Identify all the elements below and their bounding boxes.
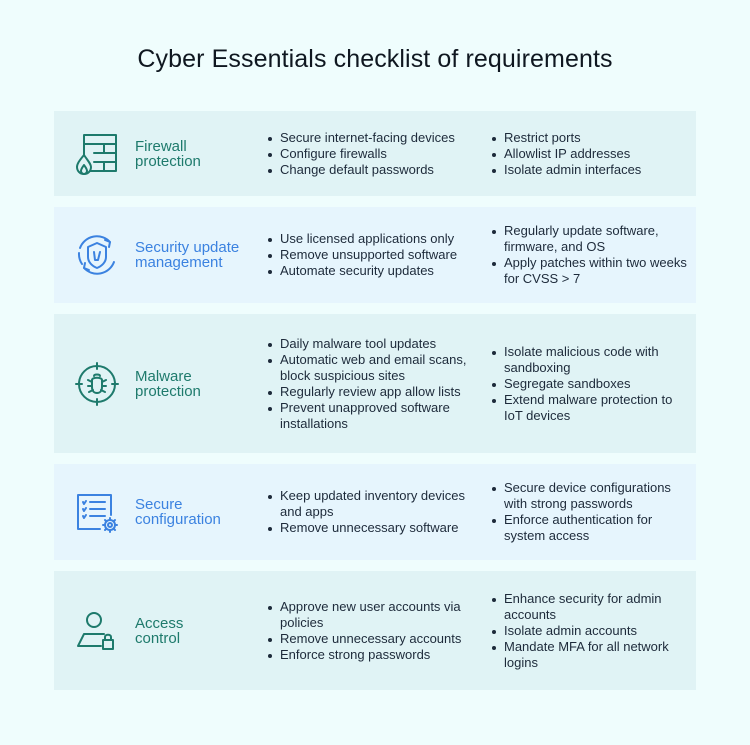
category-title-line: Secure xyxy=(135,496,183,513)
list-item: Secure device configurations with strong passwords xyxy=(491,480,691,512)
category-title-line: management xyxy=(135,254,223,271)
list-item: Regularly review app allow lists xyxy=(267,384,477,400)
category-title xyxy=(135,497,260,527)
requirements-list-primary xyxy=(267,336,477,432)
list-item: Secure internet-facing devices xyxy=(267,130,477,146)
list-item: Automate security updates xyxy=(267,263,477,279)
list-item: Remove unsupported software xyxy=(267,247,477,263)
list-item: Restrict ports xyxy=(491,130,691,146)
category-title-line: protection xyxy=(135,382,201,400)
list-item: Apply patches within two weeks for CVSS > 7 xyxy=(491,255,691,287)
requirements-list-primary xyxy=(267,488,477,536)
checklist-gear-icon xyxy=(74,489,120,535)
card-secure-configuration xyxy=(54,464,696,560)
category-title-line: Firewall xyxy=(135,137,187,155)
list-item: Daily malware tool updates xyxy=(267,336,477,352)
page-title: Cyber Essentials checklist of requirements xyxy=(137,45,613,73)
user-lock-icon xyxy=(74,608,120,654)
list-item: Isolate admin interfaces xyxy=(491,162,691,178)
list-item: Approve new user accounts via policies xyxy=(267,599,477,631)
list-item: Regularly update software, firmware, and OS xyxy=(491,223,691,255)
card-security-update-management xyxy=(54,207,696,303)
requirements-list-primary xyxy=(267,231,477,279)
list-item: Allowlist IP addresses xyxy=(491,146,691,162)
list-item: Enforce strong passwords xyxy=(267,647,477,663)
requirements-list-primary xyxy=(267,599,477,663)
list-item: Enhance security for admin accounts xyxy=(491,591,691,623)
requirements-list-secondary xyxy=(491,223,691,287)
requirements-list-secondary xyxy=(491,480,691,544)
category-title-line: Malware xyxy=(135,367,192,385)
list-item: Extend malware protection to IoT devices xyxy=(491,392,691,424)
category-title xyxy=(135,139,260,169)
category-title xyxy=(135,240,260,270)
list-item: Prevent unapproved software installations xyxy=(267,400,477,432)
list-item: Remove unnecessary accounts xyxy=(267,631,477,647)
category-title-line: configuration xyxy=(135,511,221,528)
requirements-list-secondary xyxy=(491,344,691,424)
category-title-line: protection xyxy=(135,152,201,170)
list-item: Isolate malicious code with sandboxing xyxy=(491,344,691,376)
firewall-icon xyxy=(74,131,120,177)
card-access-control xyxy=(54,571,696,690)
list-item: Configure firewalls xyxy=(267,146,477,162)
category-title-line: control xyxy=(135,629,181,647)
category-title-line: Access xyxy=(135,614,184,632)
requirements-list-secondary xyxy=(491,130,691,178)
list-item: Remove unnecessary software xyxy=(267,520,477,536)
category-title xyxy=(135,369,260,399)
card-firewall-protection xyxy=(54,111,696,196)
list-item: Keep updated inventory devices and apps xyxy=(267,488,477,520)
requirements-list-secondary xyxy=(491,591,691,671)
list-item: Segregate sandboxes xyxy=(491,376,691,392)
list-item: Automatic web and email scans, block suspicious sites xyxy=(267,352,477,384)
malware-bug-target-icon xyxy=(74,361,120,407)
list-item: Use licensed applications only xyxy=(267,231,477,247)
category-title xyxy=(135,616,260,646)
list-item: Isolate admin accounts xyxy=(491,623,691,639)
category-title-line: Security update xyxy=(135,239,240,256)
list-item: Enforce authentication for system access xyxy=(491,512,691,544)
requirements-list-primary xyxy=(267,130,477,178)
security-update-shield-icon xyxy=(74,232,120,278)
card-malware-protection xyxy=(54,314,696,453)
list-item: Mandate MFA for all network logins xyxy=(491,639,691,671)
list-item: Change default passwords xyxy=(267,162,477,178)
